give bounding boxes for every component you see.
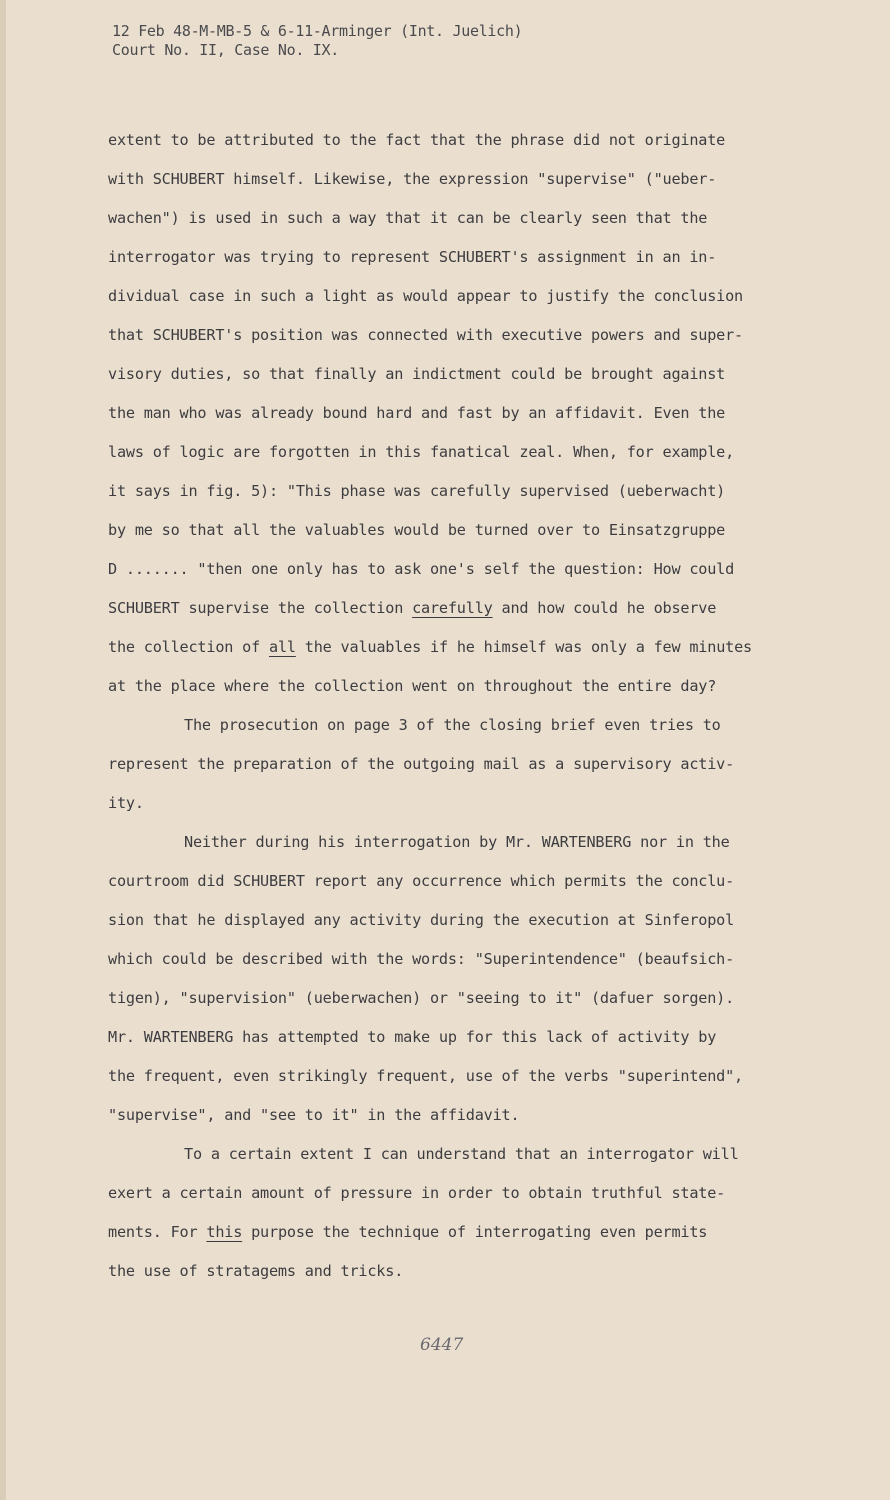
paragraph-4	[108, 1135, 808, 1291]
text-line: the man who was already bound hard and fast by an affidavit. Even the	[108, 404, 726, 422]
text-line: which could be described with the words: "Superintendence" (beaufsich-	[108, 950, 735, 968]
text-segment: ments. For	[108, 1223, 207, 1241]
document-header	[112, 22, 522, 60]
text-line: that SCHUBERT's position was connected with executive powers and super-	[108, 326, 743, 344]
underlined-word: carefully	[412, 599, 493, 617]
text-line: wachen") is used in such a way that it can be clearly seen that the	[108, 209, 708, 227]
text-line: To a certain extent I can understand that an interrogator will	[184, 1145, 739, 1163]
page-edge	[0, 0, 6, 1500]
text-line: laws of logic are forgotten in this fanatical zeal. When, for example,	[108, 443, 735, 461]
text-line: by me so that all the valuables would be turned over to Einsatzgruppe	[108, 521, 726, 539]
text-line	[108, 1213, 808, 1252]
document-body	[108, 121, 808, 1291]
text-line: Mr. WARTENBERG has attempted to make up for this lack of activity by	[108, 1028, 717, 1046]
text-line: represent the preparation of the outgoing mail as a supervisory activ-	[108, 755, 735, 773]
text-line: "supervise", and "see to it" in the affidavit.	[108, 1106, 520, 1124]
text-line: at the place where the collection went on throughout the entire day?	[108, 677, 717, 695]
paragraph-3	[108, 823, 808, 1135]
text-line: with SCHUBERT himself. Likewise, the expression "supervise" ("ueber-	[108, 170, 717, 188]
header-line-2: Court No. II, Case No. IX.	[112, 41, 340, 59]
text-segment: and how could he observe	[492, 599, 717, 617]
underlined-word: all	[269, 638, 296, 656]
paragraph-2	[108, 706, 808, 823]
text-line: extent to be attributed to the fact that the phrase did not originate	[108, 131, 726, 149]
text-line: visory duties, so that finally an indictment could be brought against	[108, 365, 726, 383]
underlined-word: this	[206, 1223, 243, 1241]
text-segment: the valuables if he himself was only a few minutes	[295, 638, 752, 656]
text-line: dividual case in such a light as would appear to justify the conclusion	[108, 287, 743, 305]
text-line: the frequent, even strikingly frequent, use of the verbs "superintend",	[108, 1067, 743, 1085]
text-line: exert a certain amount of pressure in order to obtain truthful state-	[108, 1184, 726, 1202]
text-line: The prosecution on page 3 of the closing brief even tries to	[184, 716, 721, 734]
paragraph-1	[108, 121, 808, 706]
text-segment: purpose the technique of interrogating even permits	[242, 1223, 708, 1241]
text-line: ity.	[108, 794, 144, 812]
text-line: Neither during his interrogation by Mr. WARTENBERG nor in the	[184, 833, 730, 851]
text-line: courtroom did SCHUBERT report any occurrence which permits the conclu-	[108, 872, 735, 890]
header-line-1: 12 Feb 48-M-MB-5 & 6-11-Arminger (Int. Juelich)	[112, 22, 523, 40]
text-line: sion that he displayed any activity during the execution at Sinferopol	[108, 911, 735, 929]
text-line	[108, 628, 808, 667]
text-line: D ....... "then one only has to ask one's self the question: How could	[108, 560, 735, 578]
text-line: it says in fig. 5): "This phase was carefully supervised (ueberwacht)	[108, 482, 726, 500]
text-line	[108, 589, 808, 628]
text-line: the use of stratagems and tricks.	[108, 1262, 404, 1280]
text-line: interrogator was trying to represent SCHUBERT's assignment in an in-	[108, 248, 717, 266]
text-segment: the collection of	[108, 638, 269, 656]
text-segment: SCHUBERT supervise the collection	[108, 599, 413, 617]
page-number: 6447	[420, 1335, 464, 1355]
text-line: tigen), "supervision" (ueberwachen) or "seeing to it" (dafuer sorgen).	[108, 989, 735, 1007]
